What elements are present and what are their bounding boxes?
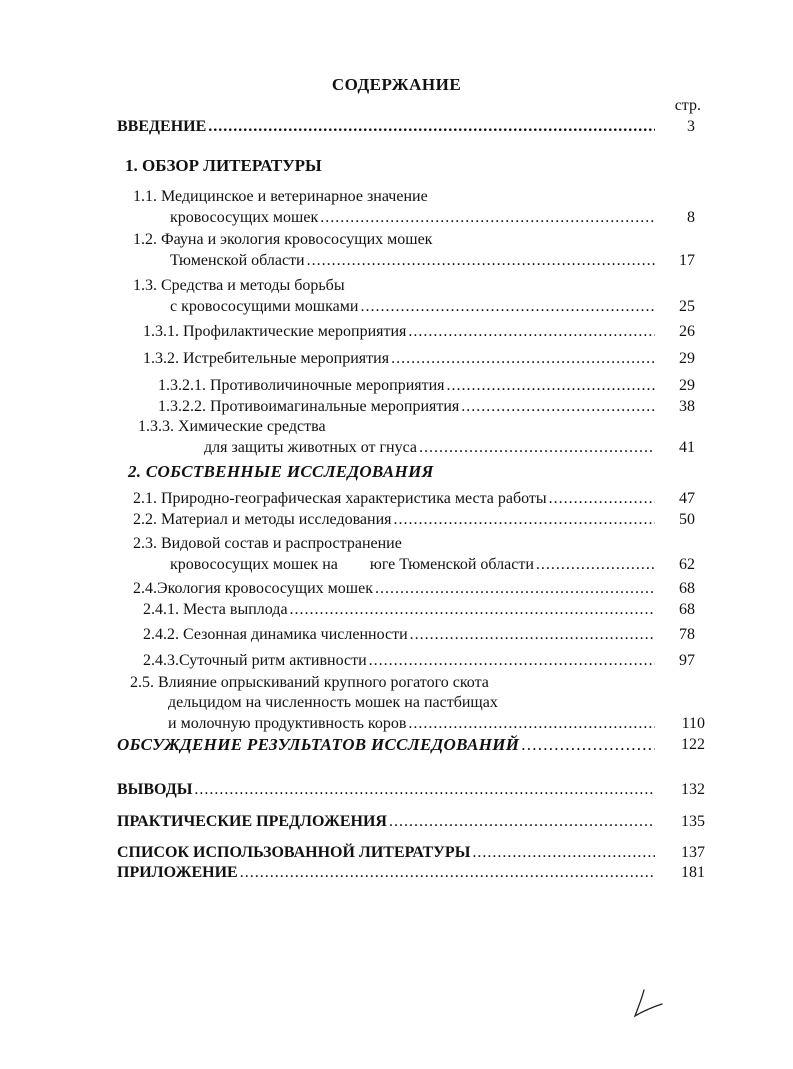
toc-page-number: 26: [679, 323, 695, 340]
toc-entry-2-5-cont1: дельцидом на численность мошек на пастбищах: [168, 694, 498, 711]
toc-page-number: 62: [679, 556, 695, 573]
toc-page-number: 135: [681, 813, 705, 830]
toc-entry-text: 1.3.2. Истребительные мероприятия: [143, 350, 390, 367]
toc-entry-text: ПРАКТИЧЕСКИЕ ПРЕДЛОЖЕНИЯ: [117, 813, 387, 830]
toc-entry-1-3-3[interactable]: 1.3.3. Химические средства: [138, 418, 326, 435]
toc-entry-text: 2.4.1. Места выплода: [143, 601, 288, 618]
toc-page-number: 122: [681, 736, 705, 753]
toc-entry-practical-proposals[interactable]: [117, 813, 657, 833]
toc-entry-text: Тюменской области: [170, 252, 305, 269]
toc-page-number: 25: [679, 298, 695, 315]
leader-dots: [290, 601, 655, 619]
toc-entry-conclusions[interactable]: [117, 781, 657, 801]
leader-dots: [549, 490, 655, 508]
leader-dots: [360, 298, 655, 316]
toc-entry-1-3-2[interactable]: [143, 350, 657, 370]
leader-dots: [391, 350, 655, 368]
toc-page-number: 181: [681, 864, 705, 881]
toc-entry-text: 2.4.3.Суточный ритм активности: [143, 652, 367, 669]
toc-page-number: 78: [679, 626, 695, 643]
toc-entry-2-5[interactable]: 2.5. Влияние опрыскиваний крупного рогатого скота: [130, 674, 489, 691]
toc-entry-text: для защиты животных от гнуса: [204, 439, 417, 456]
toc-entry-2-4-3[interactable]: [143, 652, 657, 672]
toc-entry-text: СПИСОК ИСПОЛЬЗОВАННОЙ ЛИТЕРАТУРЫ: [117, 844, 471, 861]
toc-entry-text: 2.4.2. Сезонная динамика численности: [143, 626, 408, 643]
leader-dots: [369, 652, 655, 670]
toc-entry-discussion[interactable]: [117, 735, 657, 755]
leader-dots: [375, 580, 655, 598]
toc-entry-text: и молочную продуктивность коров: [168, 715, 407, 732]
toc-page-number: 47: [679, 490, 695, 507]
toc-entry-1-1[interactable]: 1.1. Медицинское и ветеринарное значение: [133, 188, 428, 205]
toc-entry-appendix[interactable]: [117, 864, 657, 884]
toc-entry-text: 2.2. Материал и методы исследования: [133, 511, 392, 528]
toc-page-number: 137: [681, 844, 705, 861]
leader-dots: [461, 398, 655, 416]
leader-dots: [389, 813, 655, 831]
leader-dots: [410, 626, 655, 644]
toc-entry-1-3-2-2[interactable]: [158, 398, 657, 418]
leader-dots: [447, 377, 655, 395]
handwritten-mark: [630, 988, 666, 1020]
toc-entry-text: ПРИЛОЖЕНИЕ: [117, 864, 238, 881]
toc-entry-text: ВВЕДЕНИЕ: [117, 118, 207, 135]
toc-entry-1-3-1[interactable]: [143, 323, 657, 343]
toc-entry-text: ВЫВОДЫ: [117, 781, 193, 798]
toc-page-number: 29: [679, 350, 695, 367]
toc-entry-2-4-2[interactable]: [143, 626, 657, 646]
leader-dots: [208, 118, 655, 136]
toc-entry-text: 2.4.Экология кровососущих мошек: [133, 580, 373, 597]
leader-dots: [320, 209, 655, 227]
toc-page-number: 50: [679, 511, 695, 528]
toc-entry-text: 1.3.2.2. Противоимагинальные мероприятия: [158, 398, 460, 415]
page-column-label: стр.: [674, 97, 701, 114]
toc-entry-2-1[interactable]: [133, 490, 657, 510]
toc-entry-introduction[interactable]: [117, 118, 657, 138]
toc-entry-2-3-cont[interactable]: [170, 556, 657, 576]
toc-entry-2-3[interactable]: 2.3. Видовой состав и распространение: [133, 535, 402, 552]
toc-entry-text: 1.3.2.1. Противоличиночные мероприятия: [158, 377, 445, 394]
toc-page-number: 41: [679, 439, 695, 456]
toc-entry-text: кровососущих мошек на юге Тюменской области: [170, 556, 534, 573]
toc-entry-2-2[interactable]: [133, 511, 657, 531]
toc-page-number: 110: [681, 715, 705, 732]
toc-entry-bibliography[interactable]: [117, 844, 657, 864]
toc-entry-text: кровососущих мошек: [170, 209, 319, 226]
toc-page-number: 68: [679, 601, 695, 618]
leader-dots: [394, 511, 655, 529]
toc-entry-1-1-cont[interactable]: [170, 209, 657, 229]
toc-entry-text: ОБСУЖДЕНИЕ РЕЗУЛЬТАТОВ ИССЛЕДОВАНИЙ: [117, 735, 520, 754]
toc-entry-1-2-cont[interactable]: [170, 252, 657, 272]
leader-dots: [408, 715, 655, 733]
leader-dots: [521, 735, 655, 755]
leader-dots: [194, 781, 655, 799]
toc-page-number: 17: [679, 252, 695, 269]
toc-entry-2-5-cont2[interactable]: [168, 715, 657, 735]
leader-dots: [307, 252, 655, 270]
leader-dots: [419, 439, 655, 457]
leader-dots: [472, 844, 655, 862]
toc-entry-2-4[interactable]: [133, 580, 657, 600]
toc-page-number: 3: [687, 118, 695, 135]
toc-entry-1-3-3-cont[interactable]: [204, 439, 657, 459]
toc-entry-1-3-cont[interactable]: [170, 298, 657, 318]
leader-dots: [408, 323, 655, 341]
toc-entry-text: с кровососущими мошками: [170, 298, 359, 315]
toc-page-number: 8: [687, 209, 695, 226]
toc-section-2[interactable]: 2. СОБСТВЕННЫЕ ИССЛЕДОВАНИЯ: [128, 462, 434, 481]
toc-section-1[interactable]: 1. ОБЗОР ЛИТЕРАТУРЫ: [125, 156, 322, 175]
toc-page-number: 29: [679, 377, 695, 394]
toc-entry-1-3-2-1[interactable]: [158, 377, 657, 397]
page-title: СОДЕРЖАНИЕ: [331, 75, 462, 94]
toc-entry-1-3[interactable]: 1.3. Средства и методы борьбы: [133, 277, 345, 294]
toc-page-number: 68: [679, 580, 695, 597]
toc-page-number: 38: [679, 398, 695, 415]
leader-dots: [536, 556, 655, 574]
toc-entry-1-2[interactable]: 1.2. Фауна и экология кровососущих мошек: [133, 231, 433, 248]
leader-dots: [240, 864, 655, 882]
toc-entry-2-4-1[interactable]: [143, 601, 657, 621]
toc-entry-text: 1.3.1. Профилактические мероприятия: [143, 323, 407, 340]
toc-page-number: 132: [681, 781, 705, 798]
toc-page-number: 97: [679, 652, 695, 669]
toc-entry-text: 2.1. Природно-географическая характеристика места работы: [133, 490, 547, 507]
